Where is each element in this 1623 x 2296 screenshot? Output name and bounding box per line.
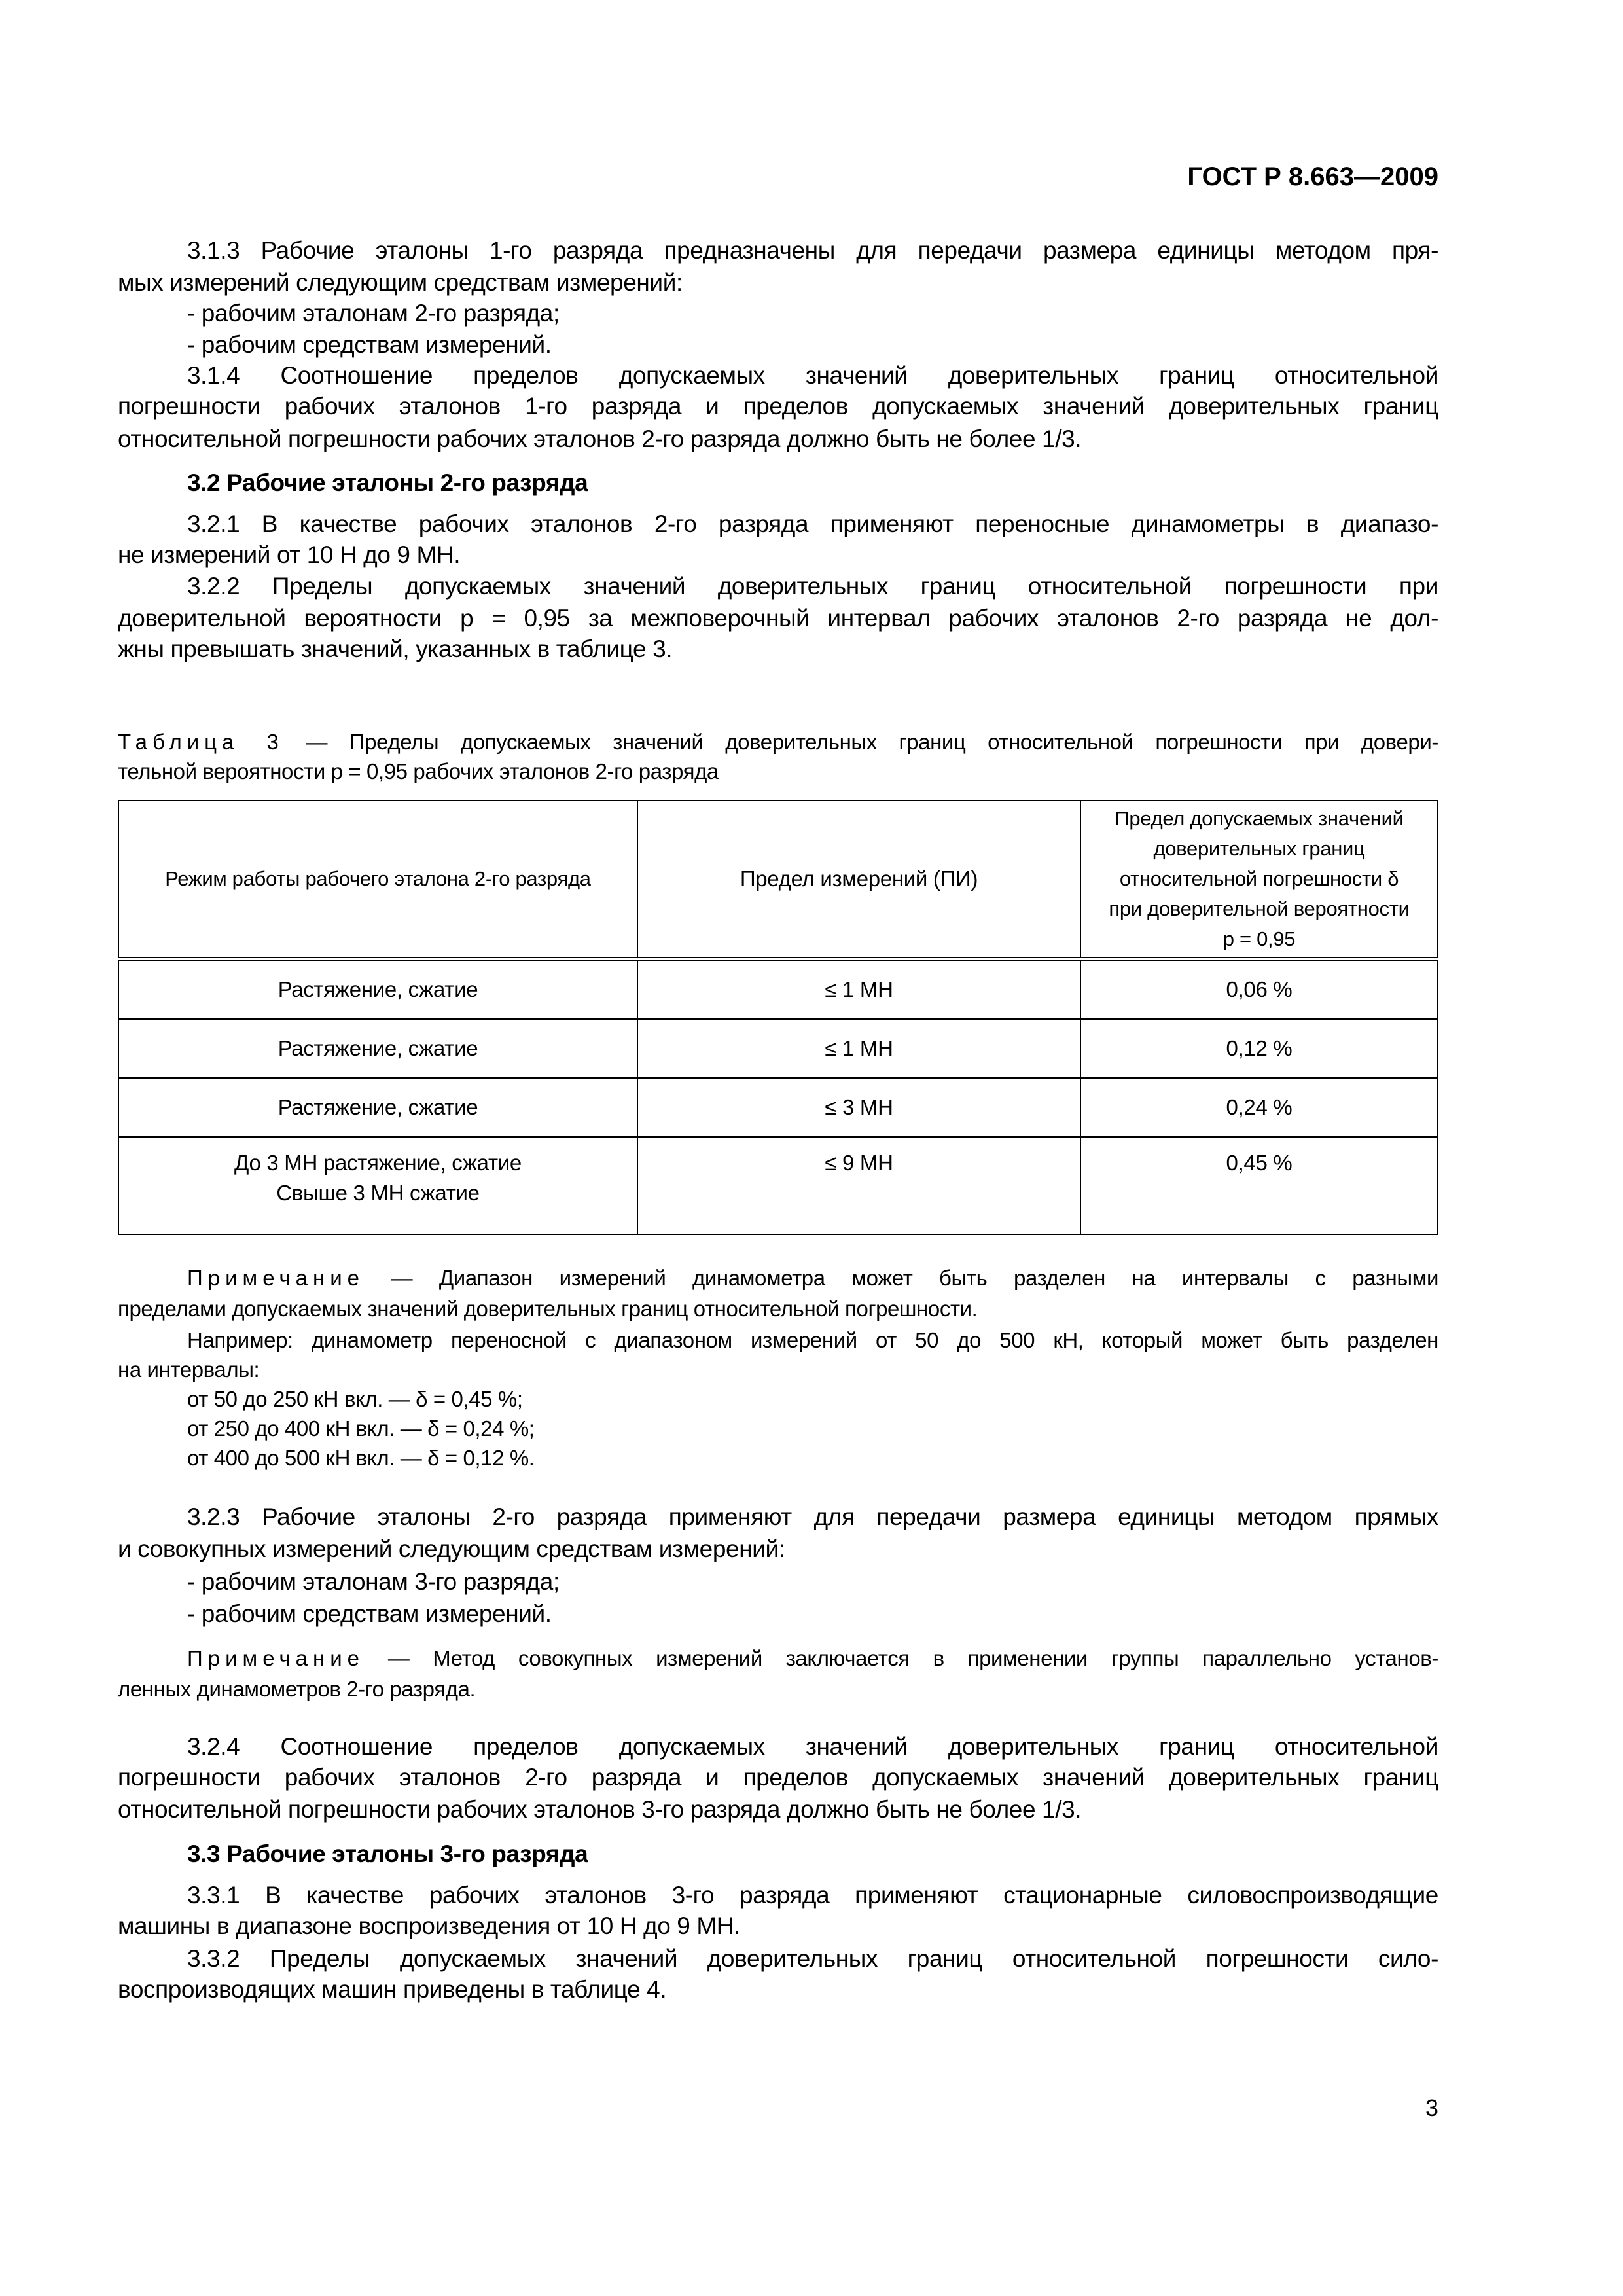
table-row bbox=[118, 959, 1438, 1019]
table-3 bbox=[118, 800, 1438, 1235]
column-header: Режим работы рабочего эталона 2-го разряда bbox=[118, 800, 637, 959]
note-line bbox=[118, 1643, 1438, 1674]
paragraph-line: жны превышать значений, указанных в таблице 3. bbox=[118, 636, 673, 662]
table-cell: 0,06 % bbox=[1080, 959, 1438, 1019]
note-line bbox=[118, 1263, 1438, 1294]
note-line: Например: динамометр переносной с диапазоном измерений от 50 до 500 кН, который может быть разделен bbox=[187, 1328, 1438, 1352]
paragraph-line: 3.3.2 Пределы допускаемых значений доверительных границ относительной погрешности сило- bbox=[187, 1945, 1438, 1972]
note-label: Примечание bbox=[187, 1646, 365, 1670]
note-list-item: от 400 до 500 кН вкл. — δ = 0,12 %. bbox=[187, 1446, 535, 1470]
column-header: Предел измерений (ПИ) bbox=[637, 800, 1080, 959]
paragraph-line: относительной погрешности рабочих эталонов 2-го разряда должно быть не более 1/3. bbox=[118, 425, 1082, 452]
table-cell: Растяжение, сжатие bbox=[118, 959, 637, 1019]
table-caption-line: тельной вероятности p = 0,95 рабочих эталонов 2-го разряда bbox=[118, 759, 719, 783]
table-cell: Растяжение, сжатие bbox=[118, 1019, 637, 1078]
list-item: - рабочим средствам измерений. bbox=[187, 1600, 552, 1627]
page-number: 3 bbox=[1425, 2094, 1438, 2121]
table-cell: ≤ 1 МН bbox=[637, 959, 1080, 1019]
note-line: ленных динамометров 2-го разряда. bbox=[118, 1677, 476, 1701]
cell-line: Свыше 3 МН сжатие bbox=[276, 1181, 480, 1205]
note-text: — Диапазон измерений динамометра может быть разделен на интервалы с разными bbox=[391, 1266, 1438, 1290]
paragraph-line: 3.2.3 Рабочие эталоны 2-го разряда применяют для передачи размера единицы методом прямых bbox=[187, 1503, 1438, 1530]
column-header: Предел допускаемых значений доверительных границ относительной погрешности δ при доверительной вероятности p = 0,95 bbox=[1080, 800, 1438, 959]
note-list-item: от 250 до 400 кН вкл. — δ = 0,24 %; bbox=[187, 1416, 535, 1441]
table-cell: 0,45 % bbox=[1080, 1137, 1438, 1234]
paragraph-line: 3.1.3 Рабочие эталоны 1-го разряда предназначены для передачи размера единицы методом пря- bbox=[187, 237, 1438, 264]
list-item: - рабочим эталонам 3-го разряда; bbox=[187, 1568, 560, 1595]
table-caption bbox=[118, 726, 1438, 758]
paragraph-line: 3.2.4 Соотношение пределов допускаемых значений доверительных границ относительной bbox=[187, 1733, 1438, 1760]
table-row bbox=[118, 1078, 1438, 1137]
caption-label: Таблица 3 bbox=[118, 730, 284, 754]
table-header-row bbox=[118, 800, 1438, 959]
paragraph-line: и совокупных измерений следующим средствам измерений: bbox=[118, 1535, 785, 1562]
table-cell: ≤ 1 МН bbox=[637, 1019, 1080, 1078]
table-cell: 0,24 % bbox=[1080, 1078, 1438, 1137]
paragraph-line: погрешности рабочих эталонов 1-го разряда и пределов допускаемых значений доверительных границ bbox=[118, 393, 1438, 420]
note-text: — Метод совокупных измерений заключается в применении группы параллельно установ- bbox=[387, 1646, 1438, 1670]
table-cell: ≤ 9 МН bbox=[637, 1137, 1080, 1234]
table-cell: Растяжение, сжатие bbox=[118, 1078, 637, 1137]
list-item: - рабочим эталонам 2-го разряда; bbox=[187, 300, 560, 327]
cell-line: До 3 МН растяжение, сжатие bbox=[234, 1151, 522, 1175]
table-cell: 0,12 % bbox=[1080, 1019, 1438, 1078]
paragraph-line: мых измерений следующим средствам измерений: bbox=[118, 269, 683, 296]
note-line: на интервалы: bbox=[118, 1357, 260, 1382]
paragraph-line: машины в диапазоне воспроизведения от 10 Н до 9 МН. bbox=[118, 1912, 740, 1939]
table-row bbox=[118, 1019, 1438, 1078]
note-label: Примечание bbox=[187, 1266, 365, 1290]
paragraph-line: доверительной вероятности p = 0,95 за межповерочный интервал рабочих эталонов 2-го разряда не дол- bbox=[118, 605, 1438, 632]
paragraph-line: погрешности рабочих эталонов 2-го разряда и пределов допускаемых значений доверительных границ bbox=[118, 1764, 1438, 1791]
note-line: пределами допускаемых значений доверительных границ относительной погрешности. bbox=[118, 1297, 978, 1321]
paragraph-line: 3.2.2 Пределы допускаемых значений доверительных границ относительной погрешности при bbox=[187, 573, 1438, 600]
table-row bbox=[118, 1137, 1438, 1234]
note-list-item: от 50 до 250 кН вкл. — δ = 0,45 %; bbox=[187, 1387, 523, 1411]
paragraph-line: 3.3.1 В качестве рабочих эталонов 3-го разряда применяют стационарные силовоспроизводящие bbox=[187, 1882, 1438, 1909]
paragraph-line: 3.1.4 Соотношение пределов допускаемых значений доверительных границ относительной bbox=[187, 362, 1438, 389]
caption-text: — Пределы допускаемых значений доверительных границ относительной погрешности при довери- bbox=[306, 730, 1438, 754]
table-cell bbox=[118, 1137, 637, 1234]
section-heading: 3.3 Рабочие эталоны 3-го разряда bbox=[187, 1840, 588, 1867]
paragraph-line: относительной погрешности рабочих эталонов 3-го разряда должно быть не более 1/3. bbox=[118, 1796, 1082, 1823]
section-heading: 3.2 Рабочие эталоны 2-го разряда bbox=[187, 469, 588, 496]
paragraph-line: 3.2.1 В качестве рабочих эталонов 2-го разряда применяют переносные динамометры в диапазо- bbox=[187, 511, 1438, 537]
paragraph-line: не измерений от 10 Н до 9 МН. bbox=[118, 541, 461, 568]
list-item: - рабочим средствам измерений. bbox=[187, 331, 552, 358]
paragraph-line: воспроизводящих машин приведены в таблице 4. bbox=[118, 1976, 667, 2003]
table-cell: ≤ 3 МН bbox=[637, 1078, 1080, 1137]
document-header: ГОСТ Р 8.663—2009 bbox=[1187, 162, 1438, 191]
